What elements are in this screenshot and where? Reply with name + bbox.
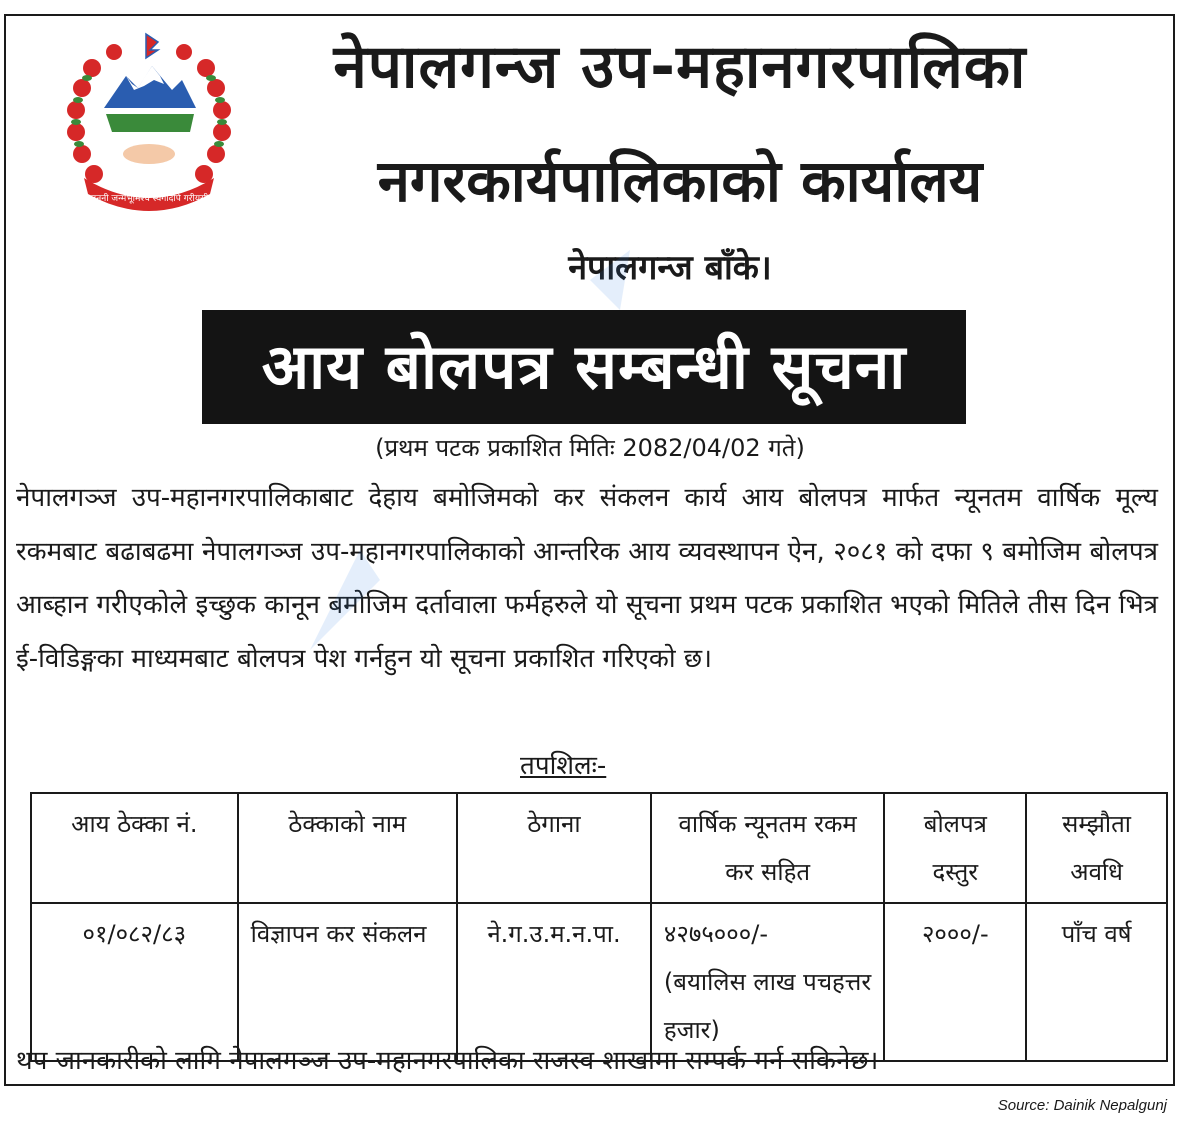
cell-agreement-period: पाँच वर्ष: [1026, 903, 1167, 1061]
notice-banner-title: आय बोलपत्र सम्बन्धी सूचना: [202, 310, 966, 424]
cell-address: ने.ग.उ.म.न.पा.: [457, 903, 651, 1061]
office-title-line1: नेपालगन्ज उप-महानगरपालिका: [333, 32, 1027, 102]
header-agreement-period: सम्झौता अवधि: [1026, 793, 1167, 903]
min-amount-figure: ४२७५०००/-: [663, 920, 768, 948]
emblem-motto: जननी जन्मभूमिश्च स्वर्गादपि गरीयसी: [89, 194, 209, 204]
header-contract-no: आय ठेक्का नं.: [31, 793, 238, 903]
government-emblem-icon: [54, 28, 244, 218]
cell-contract-no: ०१/०८२/८३: [31, 903, 238, 1061]
header-min-amount: वार्षिक न्यूनतम रकम कर सहित: [651, 793, 885, 903]
header-contract-name: ठेक्काको नाम: [238, 793, 457, 903]
contact-note: थप जानकारीको लागि नेपालगञ्ज उप-महानगरपालिका राजस्व शाखामा सम्पर्क गर्न सकिनेछ।: [16, 1046, 879, 1076]
notice-body: नेपालगञ्ज उप-महानगरपालिकाबाट देहाय बमोजिमको कर संकलन कार्य आय बोलपत्र मार्फत न्यूनतम वार्षिक मूल्य रकमबाट बढाबढमा नेपालगञ्ज उप-महानगरपालिकाको आन्तरिक आय व्यवस्थापन ऐन, २०८१ को दफा ९ बमोजिम बोलपत्र आब्हान गरीएकोले इच्छुक कानून बमोजिम दर्तावाला फर्महरुले यो सूचना प्रथम पटक प्रकाशित भएको मितिले तीस दिन भित्र ई-विडिङ्गका माध्यमबाट बोलपत्र पेश गर्नहुन यो सूचना प्रकाशित गरिएको छ।: [16, 483, 1158, 674]
office-title-line2: नगरकार्यपालिकाको कार्यालय: [377, 147, 983, 215]
schedule-heading: तपशिलः-: [520, 751, 607, 781]
publication-date: (प्रथम पटक प्रकाशित मितिः 2082/04/02 गते): [375, 434, 805, 462]
cell-bid-fee: २०००/-: [884, 903, 1026, 1061]
header-bid-fee: बोलपत्र दस्तुर: [884, 793, 1026, 903]
office-location: नेपालगन्ज बाँके।: [568, 248, 772, 288]
source-credit: Source: Dainik Nepalgunj: [997, 1097, 1167, 1114]
cell-contract-name: विज्ञापन कर संकलन: [238, 903, 457, 1061]
table-header-row: [31, 793, 1167, 903]
min-amount-words: (बयालिस लाख पचहत्तर हजार): [663, 968, 872, 1044]
tender-schedule-table: [30, 792, 1168, 1062]
header-address: ठेगाना: [457, 793, 651, 903]
